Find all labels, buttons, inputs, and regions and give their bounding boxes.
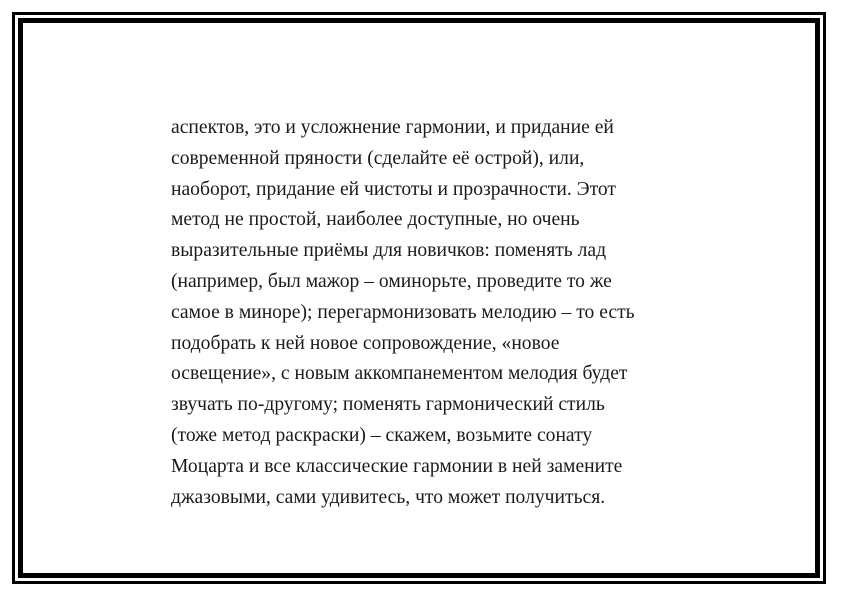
body-text bbox=[171, 113, 711, 513]
text-line: Моцарта и все классические гармонии в ней замените bbox=[171, 455, 623, 477]
text-line: самое в миноре); перегармонизовать мелодию – то есть bbox=[171, 301, 635, 323]
text-line: (например, был мажор – оминорьте, проведите то же bbox=[171, 270, 612, 292]
text-line: подобрать к ней новое сопровождение, «новое bbox=[171, 332, 560, 354]
text-line: звучать по-другому; поменять гармонический стиль bbox=[171, 394, 605, 416]
text-line: (тоже метод раскраски) – скажем, возьмите сонату bbox=[171, 424, 593, 446]
text-line: выразительные приёмы для новичков: поменять лад bbox=[171, 240, 607, 262]
text-line: современной пряности (сделайте её острой), или, bbox=[171, 147, 585, 169]
text-line: наоборот, придание ей чистоты и прозрачности. Этот bbox=[171, 178, 616, 200]
text-line: метод не простой, наиболее доступные, но очень bbox=[171, 209, 580, 231]
text-line: освещение», с новым аккомпанементом мелодия будет bbox=[171, 363, 628, 385]
text-line: аспектов, это и усложнение гармонии, и придание ей bbox=[171, 117, 614, 138]
text-line: джазовыми, сами удивитесь, что может получиться. bbox=[171, 486, 606, 508]
